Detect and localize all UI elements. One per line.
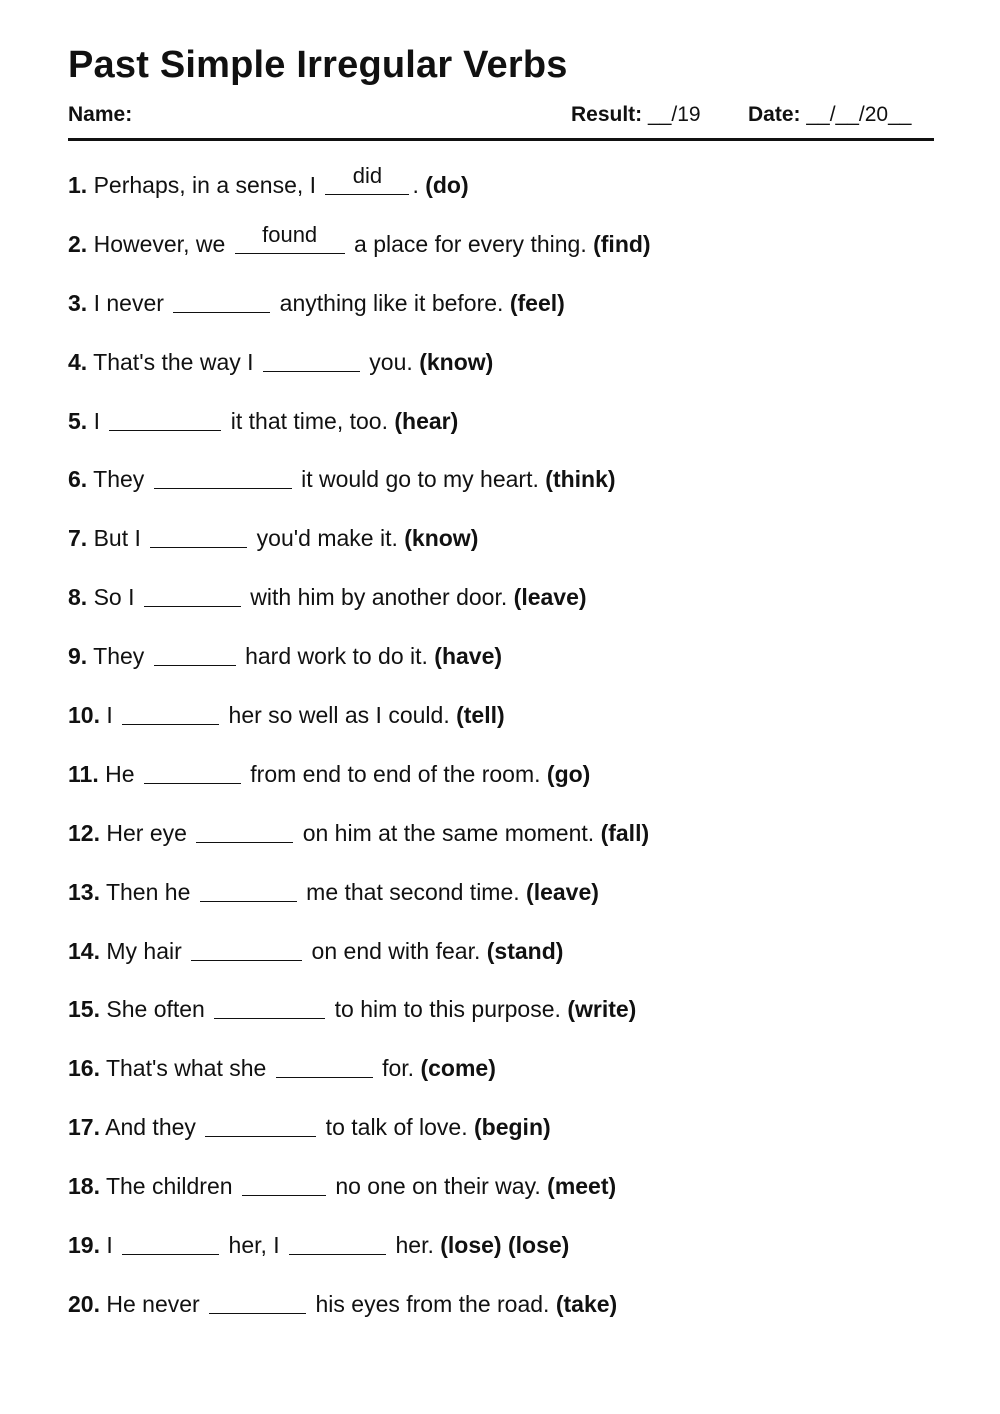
question-text: He [105,760,141,787]
verb-hint: (meet) [547,1173,617,1200]
verb-hint: (have) [434,643,503,670]
answer-blank[interactable] [191,934,302,961]
answer-text [154,458,292,486]
verb-hint: (begin) [474,1114,551,1141]
answer-blank[interactable] [235,221,345,254]
question-text: But I [93,525,148,552]
answer-blank[interactable] [122,698,219,725]
answer-blank[interactable] [325,163,409,195]
answer-text [214,988,325,1016]
answer-blank[interactable] [144,580,241,607]
question-text: I [106,702,120,729]
question-number: 8. [68,584,88,611]
answer-blank[interactable] [276,1051,373,1078]
question-number: 3. [68,289,88,316]
question-text: . [412,172,426,198]
verb-hint: (tell) [456,702,505,729]
question-text: me that second time. [299,878,527,905]
result-field [571,103,701,127]
verb-hint: (know) [419,348,494,375]
verb-hint: (take) [555,1290,618,1317]
question-text: it that time, too. [224,407,395,434]
answer-text [173,282,270,310]
answer-text [144,576,241,604]
answer-blank[interactable] [144,757,241,784]
answer-text [205,1106,316,1134]
question-text: Perhaps, in a sense, I [93,172,323,198]
question-text: I never [93,289,171,316]
question-text: They [93,466,151,493]
answer-text [209,1283,306,1311]
verb-hint: (leave) [513,584,587,611]
question-item [68,1049,934,1108]
answer-blank[interactable] [209,1287,306,1314]
question-item [68,637,934,696]
answer-blank[interactable] [173,286,270,313]
question-text: My hair [106,937,189,964]
verb-hint: (stand) [486,937,564,964]
question-item [68,932,934,991]
question-number: 19. [68,1232,100,1259]
question-number: 11. [68,760,99,787]
question-text: anything like it before. [273,289,510,316]
question-item [68,696,934,755]
question-number: 1. [68,172,88,198]
question-number: 17. [68,1114,100,1141]
result-label: Result: [571,103,643,126]
question-item [68,1167,934,1226]
verb-hint: (leave) [526,878,599,905]
answer-text [122,694,219,722]
question-item [68,343,934,402]
answer-text [122,1224,219,1252]
question-text: on end with fear. [305,937,487,964]
question-number: 16. [68,1055,100,1082]
answer-blank[interactable] [109,404,221,431]
question-text: a place for every thing. [347,230,594,257]
date-value: __/__/20__ [806,103,912,126]
question-item [68,402,934,461]
question-text: it would go to my heart. [294,466,546,493]
answer-text [242,1165,326,1193]
question-item [68,1226,934,1285]
question-text: his eyes from the road. [309,1290,556,1317]
answer-blank[interactable] [122,1228,219,1255]
question-item [68,578,934,637]
question-text: The children [105,1173,239,1200]
question-number: 7. [68,525,88,552]
question-number: 4. [68,348,88,375]
question-text: her, I [222,1232,287,1259]
question-text: to talk of love. [319,1114,474,1141]
question-number: 14. [68,937,100,964]
question-number: 9. [68,643,88,670]
verb-hint: (hear) [394,407,459,434]
verb-hint: (fall) [600,819,650,846]
question-text: I [93,407,107,434]
result-value: __/19 [648,103,701,126]
question-number: 15. [68,996,100,1023]
answer-text [150,517,247,545]
verb-hint: (think) [545,466,616,493]
question-number: 12. [68,819,100,846]
question-text: to him to this purpose. [328,996,568,1023]
answer-text [144,753,241,781]
question-text: She often [106,996,212,1023]
question-item [68,221,934,284]
question-text: I [106,1232,120,1259]
question-number: 18. [68,1173,100,1200]
answer-blank[interactable] [263,345,360,372]
question-number: 5. [68,407,88,434]
answer-blank[interactable] [242,1169,326,1196]
question-text: her so well as I could. [222,702,457,729]
answer-text [109,400,221,428]
answer-text: found [262,221,318,247]
question-item [68,1285,934,1344]
question-text: That's what she [105,1055,273,1082]
answer-blank[interactable] [200,875,297,902]
answer-blank[interactable] [154,639,236,666]
question-list [68,163,934,1344]
question-text: That's the way I [93,348,260,375]
answer-text [154,635,236,663]
answer-blank[interactable] [205,1110,316,1137]
question-item [68,460,934,519]
question-text: you'd make it. [250,525,405,552]
question-text: from end to end of the room. [243,760,547,787]
question-number: 13. [68,878,100,905]
verb-hint: (lose) (lose) [440,1232,570,1259]
question-item [68,990,934,1049]
question-text: for. [375,1055,421,1082]
question-item [68,163,934,225]
question-text: However, we [93,230,232,257]
question-text: you. [362,348,420,375]
question-item [68,1108,934,1167]
question-number: 20. [68,1290,100,1317]
answer-text [276,1047,373,1075]
answer-text [200,871,297,899]
question-item [68,519,934,578]
date-field [748,103,911,127]
question-number: 6. [68,466,88,493]
question-number: 10. [68,702,100,729]
answer-blank[interactable] [289,1228,386,1255]
question-item [68,814,934,873]
page-title: Past Simple Irregular Verbs [68,44,568,86]
verb-hint: (find) [593,230,651,257]
answer-blank[interactable] [150,521,247,548]
answer-blank[interactable] [196,816,293,843]
answer-blank[interactable] [154,462,292,489]
header-row [68,100,934,132]
question-text: no one on their way. [328,1173,548,1200]
question-text: And they [105,1114,203,1141]
answer-text [289,1224,386,1252]
date-label: Date: [748,103,801,126]
answer-text [263,341,360,369]
answer-text [196,812,293,840]
question-text: Her eye [106,819,194,846]
question-text: Then he [105,878,197,905]
header-divider [68,138,934,141]
question-text: hard work to do it. [238,643,435,670]
question-item [68,873,934,932]
verb-hint: (come) [420,1055,496,1082]
verb-hint: (know) [404,525,479,552]
verb-hint: (write) [567,996,637,1023]
question-text: So I [93,584,141,611]
answer-text: did [352,163,383,188]
question-item [68,755,934,814]
question-text: her. [389,1232,441,1259]
verb-hint: (feel) [509,289,565,316]
question-text: They [93,643,151,670]
question-text: with him by another door. [243,584,514,611]
name-label: Name: [68,103,133,126]
answer-blank[interactable] [214,992,325,1019]
verb-hint: (go) [546,760,591,787]
verb-hint: (do) [425,172,469,198]
answer-text [191,930,302,958]
question-text: on him at the same moment. [296,819,601,846]
question-item [68,284,934,343]
question-number: 2. [68,230,88,257]
question-text: He never [106,1290,207,1317]
